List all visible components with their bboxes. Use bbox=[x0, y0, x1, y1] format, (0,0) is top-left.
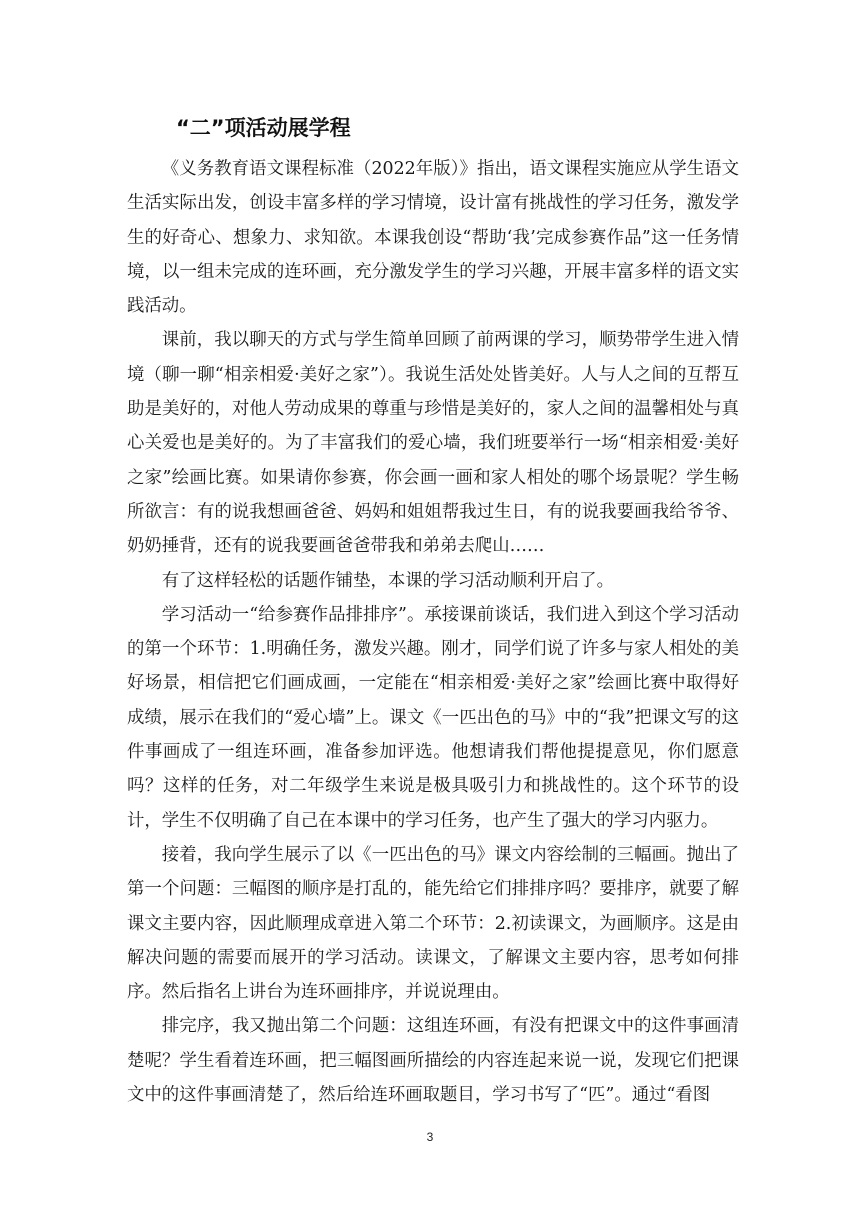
paragraph: 有了这样轻松的话题作铺垫，本课的学习活动顺利开启了。 bbox=[161, 570, 614, 591]
page-number: 3 bbox=[426, 1130, 434, 1144]
paragraph: 《义务教育语文课程标准（2022年版）》指出，语文课程实施应从学生语文生活实际出发，创设丰富多样的学习情境，设计富有挑战性的学习任务，激发学生的好奇心、想象力、求知欲。本课我创设“帮助‘我’完成参赛作品”这一任务情境，以一组未完成的连环画，充分激发学生的学习兴趣，开展丰富多样的语文实践活动。 bbox=[127, 159, 739, 317]
paragraph: 课前，我以聊天的方式与学生简单回顾了前两课的学习，顺势带学生进入情境（聊一聊“相亲相爱·美好之家”）。我说生活处处皆美好。人与人之间的互帮互助是美好的，对他人劳动成果的尊重与珍惜是美好的，家人之间的温馨相处与真心关爱也是美好的。为了丰富我们的爱心墙，我们班要举行一场“相亲相爱·美好之家”绘画比赛。如果请你参赛，你会画一画和家人相处的哪个场景呢？学生畅所欲言：有的说我想画爸爸、妈妈和姐姐帮我过生日，有的说我要画我给爷爷、奶奶捶背，还有的说我要画爸爸带我和弟弟去爬山…… bbox=[127, 330, 739, 557]
section-heading: “二”项活动展学程 bbox=[176, 116, 351, 140]
paragraph: 排完序，我又抛出第二个问题：这组连环画，有没有把课文中的这件事画清楚呢？学生看着连环画，把三幅图画所描绘的内容连起来说一说，发现它们把课文中的这件事画清楚了，然后给连环画取题目，学习书写了“匹”。通过“看图 bbox=[127, 1016, 739, 1106]
paragraph: 学习活动一“给参赛作品排排序”。承接课前谈话，我们进入到这个学习活动的第一个环节：1.明确任务，激发兴趣。刚才，同学们说了许多与家人相处的美好场景，相信把它们画成画，一定能在“相亲相爱·美好之家”绘画比赛中取得好成绩，展示在我们的“爱心墙”上。课文《一匹出色的马》中的“我”把课文写的这件事画成了一组连环画，准备参加评选。他想请我们帮他提提意见，你们愿意吗？这样的任务，对二年级学生来说是极具吸引力和挑战性的。这个环节的设计，学生不仅明确了自己在本课中的学习任务，也产生了强大的学习内驱力。 bbox=[127, 604, 739, 831]
paragraph: 接着，我向学生展示了以《一匹出色的马》课文内容绘制的三幅画。抛出了第一个问题：三幅图的顺序是打乱的，能先给它们排排序吗？要排序，就要了解课文主要内容，因此顺理成章进入第二个环节：2.初读课文，为画顺序。这是由解决问题的需要而展开的学习活动。读课文，了解课文主要内容，思考如何排序。然后指名上讲台为连环画排序，并说说理由。 bbox=[127, 844, 739, 1003]
body-text bbox=[127, 152, 739, 1112]
